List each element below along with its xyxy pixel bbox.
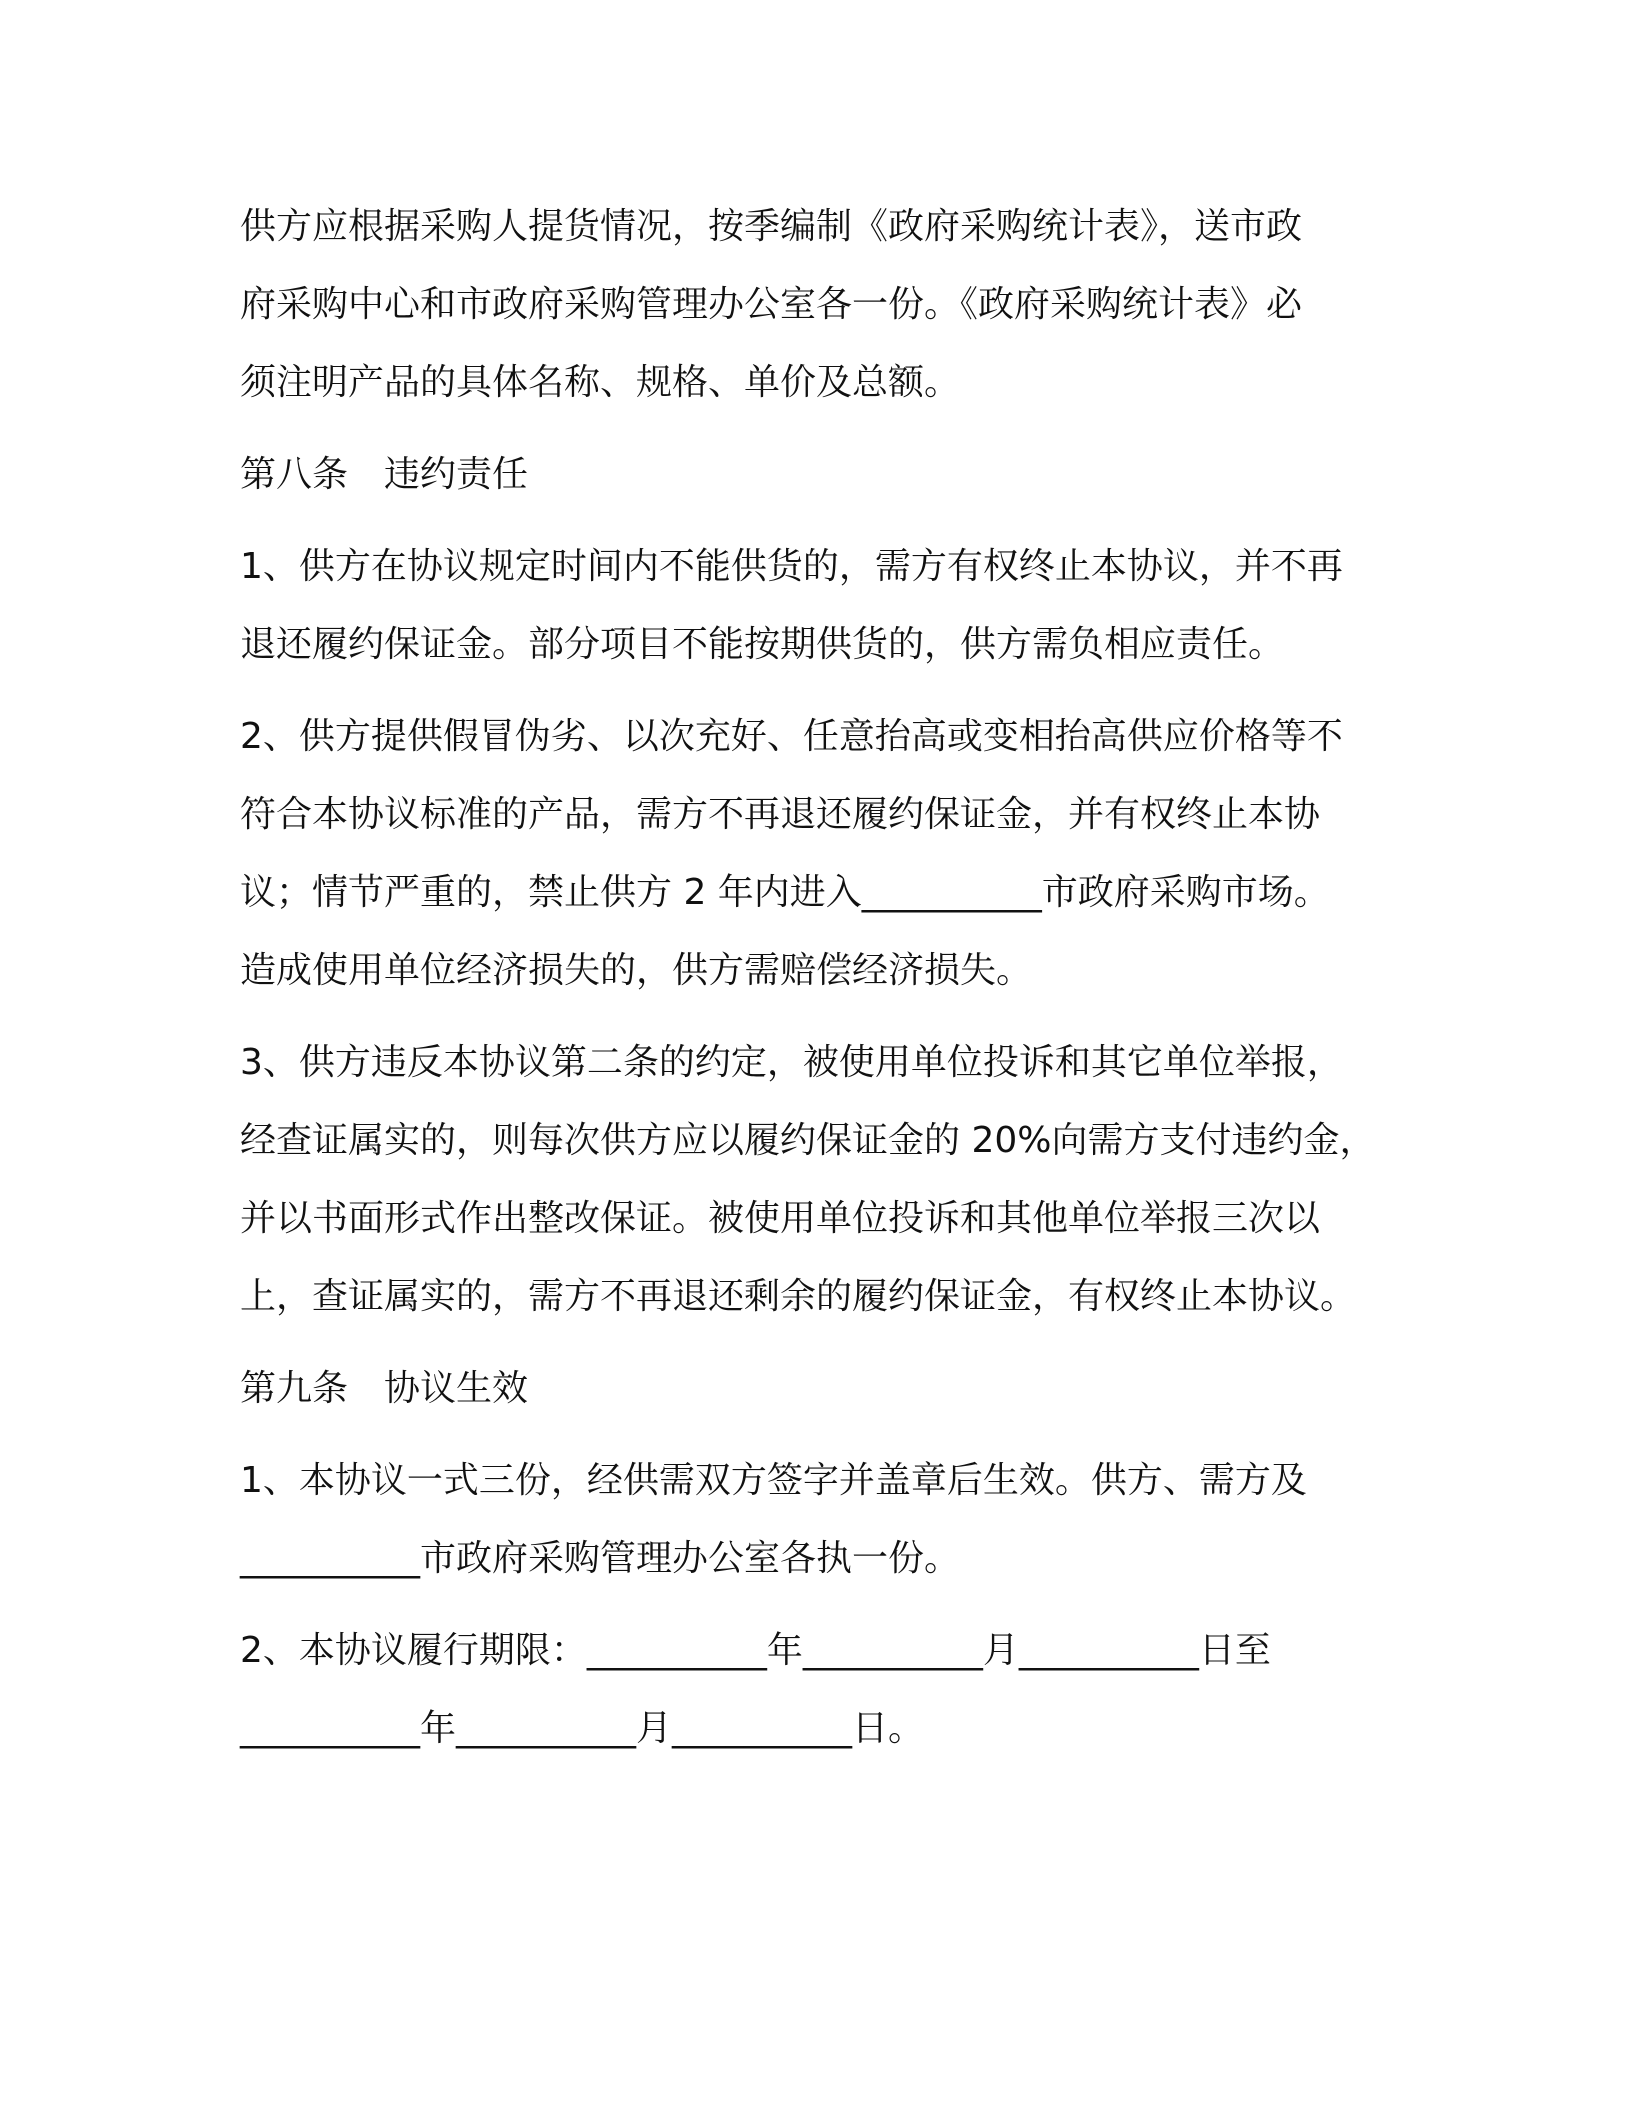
section-heading-article-8 [240, 436, 1390, 514]
text-line: __________年__________月__________日。 [240, 1708, 924, 1749]
text-line: 退还履约保证金。部分项目不能按期供货的，供方需负相应责任。 [240, 624, 1285, 665]
text-line: 造成使用单位经济损失的，供方需赔偿经济损失。 [240, 950, 1033, 991]
clause-8-3 [240, 1024, 1390, 1336]
text-line: 经查证属实的，则每次供方应以履约保证金的 20%向需方支付违约金， [240, 1120, 1376, 1161]
text-line: 须注明产品的具体名称、规格、单价及总额。 [240, 362, 961, 403]
clause-8-1 [240, 528, 1390, 684]
text-line: 上，查证属实的，需方不再退还剩余的履约保证金，有权终止本协议。 [240, 1276, 1357, 1317]
text-line: 并以书面形式作出整改保证。被使用单位投诉和其他单位举报三次以 [240, 1198, 1321, 1239]
clause-8-2 [240, 698, 1390, 1010]
paragraph-statistics-report [240, 188, 1390, 422]
heading-text: 第九条 协议生效 [240, 1368, 529, 1409]
heading-text: 第八条 违约责任 [240, 454, 529, 495]
text-line: 府采购中心和市政府采购管理办公室各一份。《政府采购统计表》必 [240, 284, 1303, 325]
text-line: 2、供方提供假冒伪劣、以次充好、任意抬高或变相抬高供应价格等不 [240, 716, 1343, 757]
clause-9-1 [240, 1442, 1390, 1598]
text-line: __________市政府采购管理办公室各执一份。 [240, 1538, 961, 1579]
document-body [240, 188, 1390, 1782]
text-line: 3、供方违反本协议第二条的约定，被使用单位投诉和其它单位举报， [240, 1042, 1343, 1083]
section-heading-article-9 [240, 1350, 1390, 1428]
text-line: 符合本协议标准的产品，需方不再退还履约保证金，并有权终止本协 [240, 794, 1321, 835]
text-line: 1、本协议一式三份，经供需双方签字并盖章后生效。供方、需方及 [240, 1460, 1307, 1501]
text-line: 议；情节严重的，禁止供方 2 年内进入__________市政府采购市场。 [240, 872, 1330, 913]
text-line: 供方应根据采购人提货情况，按季编制《政府采购统计表》，送市政 [240, 206, 1303, 247]
text-line: 1、供方在协议规定时间内不能供货的，需方有权终止本协议，并不再 [240, 546, 1343, 587]
text-line: 2、本协议履行期限：__________年__________月__________日至 [240, 1630, 1271, 1671]
clause-9-2 [240, 1612, 1390, 1768]
